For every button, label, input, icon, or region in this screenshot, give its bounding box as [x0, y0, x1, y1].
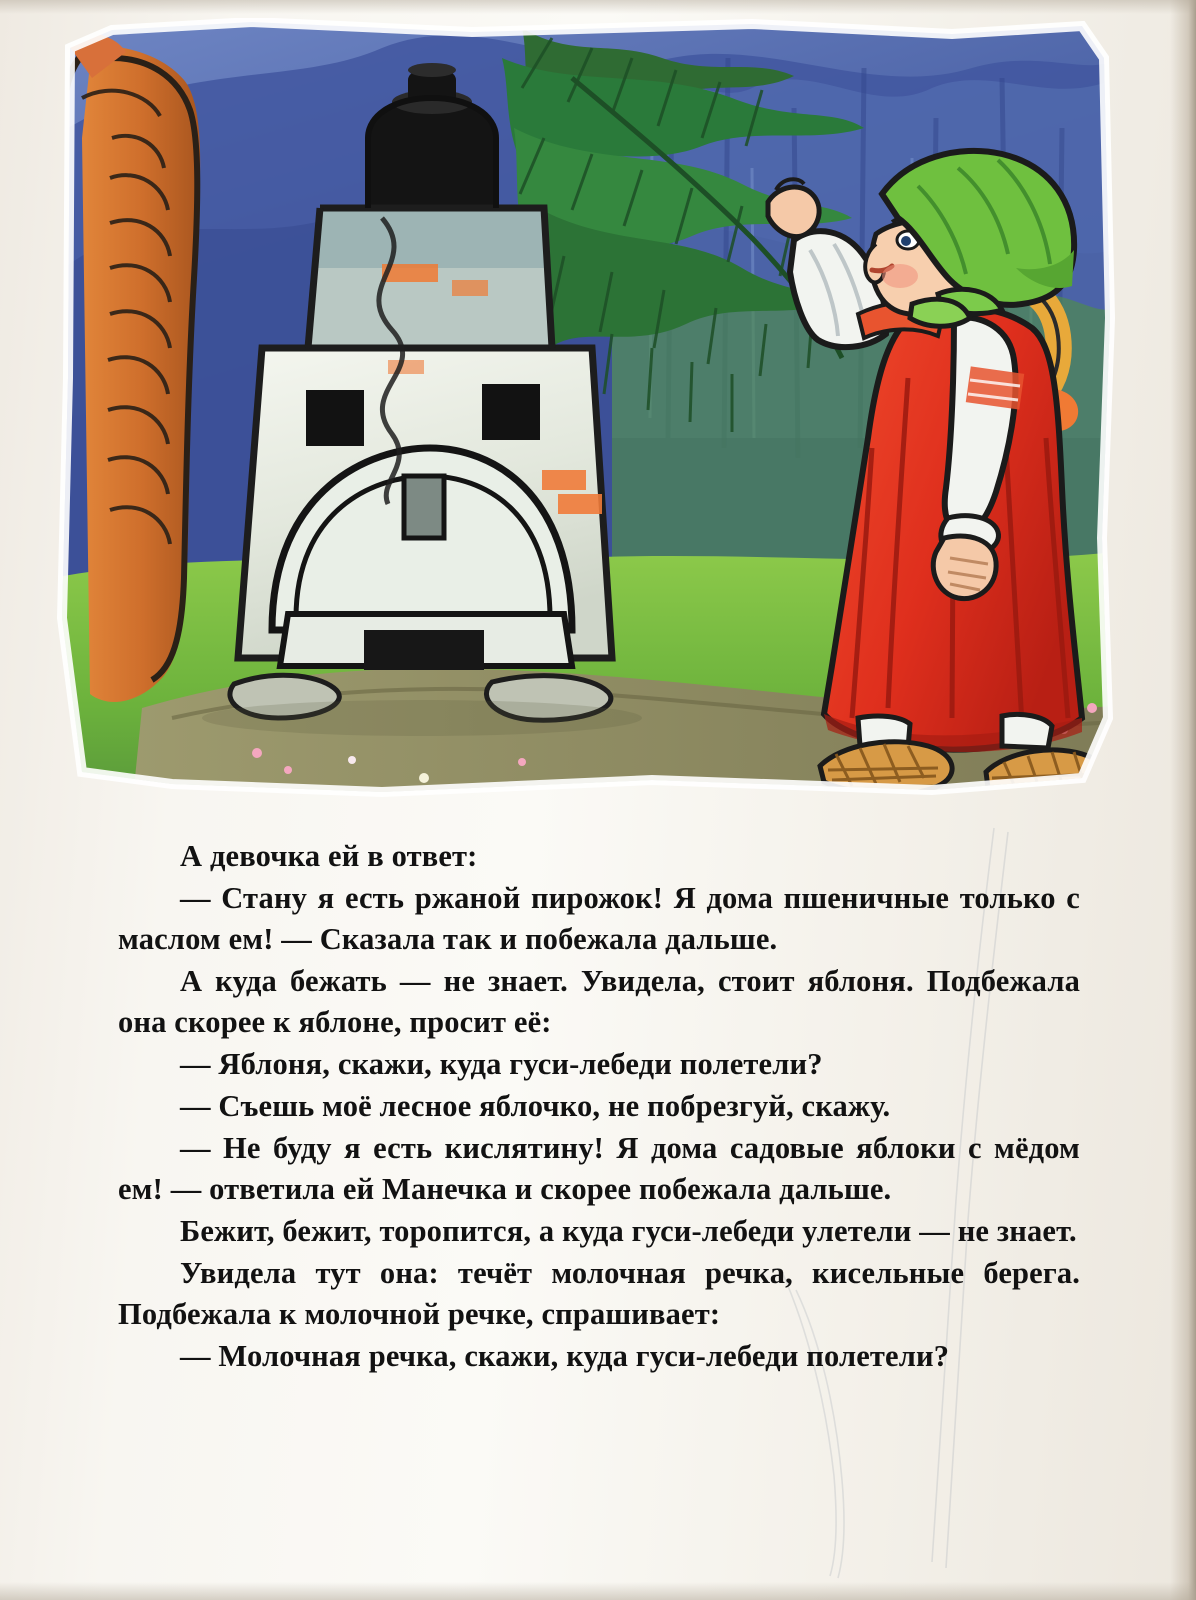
paragraph: Увидела тут она: течёт молочная речка, кисельные берега. Подбежала к молочной речке, спрашивает: [118, 1256, 1080, 1331]
paragraph: — Стану я есть ржаной пирожок! Я дома пшеничные только с маслом ем! — Сказала так и побежала дальше. [118, 881, 1080, 956]
paragraph: — Не буду я есть кислятину! Я дома садовые яблоки с мёдом ем! — ответила ей Манечка и скорее побежала дальше. [118, 1131, 1080, 1206]
cheek-blush [882, 264, 918, 288]
illustration-svg [52, 18, 1116, 808]
story-text [118, 836, 1080, 1377]
hand-raised [768, 187, 819, 237]
paragraph: — Съешь моё лесное яблочко, не побрезгуй, скажу. [180, 1089, 891, 1123]
page-edge-top [0, 0, 1196, 14]
page-edge-right [1170, 0, 1196, 1600]
paragraph: Бежит, бежит, торопится, а куда гуси-лебеди улетели — не знает. [180, 1214, 1077, 1248]
stove-niche-left [306, 390, 364, 446]
page-edge-bottom [0, 1582, 1196, 1600]
paragraph: А девочка ей в ответ: [180, 839, 478, 873]
sleeve-embroidery [966, 366, 1024, 409]
stove-pot [368, 98, 496, 208]
paragraph: А куда бежать — не знает. Увидела, стоит яблоня. Подбежала она скорее к яблоне, просит её: [118, 964, 1080, 1039]
stove-firebox [364, 630, 484, 670]
illustration-figure [52, 18, 1116, 808]
hand-right [933, 536, 996, 599]
paragraph: — Молочная речка, скажи, куда гуси-лебеди полетели? [180, 1339, 950, 1373]
paragraph: — Яблоня, скажи, куда гуси-лебеди полетели? [180, 1047, 823, 1081]
illustration-art [52, 18, 1116, 808]
stove-niche-right [482, 384, 540, 440]
leg-right [1002, 714, 1052, 748]
